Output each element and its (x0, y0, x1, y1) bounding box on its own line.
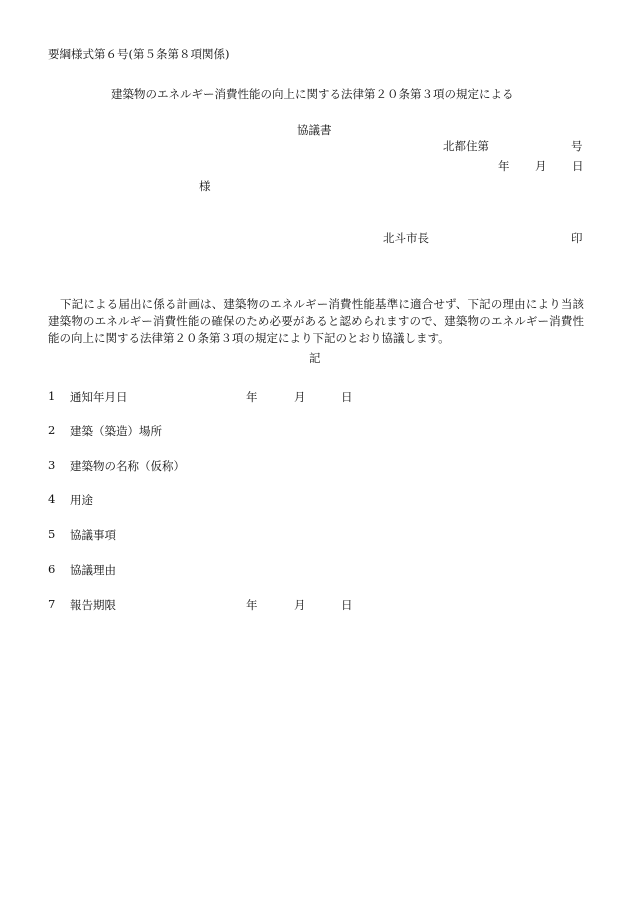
ki-heading: 記 (309, 351, 321, 365)
item-day: 日 (341, 598, 353, 612)
item-number: 5 (48, 527, 56, 541)
item-number: 4 (48, 492, 56, 506)
list-item (48, 492, 448, 506)
item-year: 年 (246, 598, 258, 612)
item-month: 月 (294, 598, 306, 612)
law-subtitle: 建築物のエネルギー消費性能の向上に関する法律第２０条第３項の規定による (111, 87, 514, 101)
item-label: 協議事項 (70, 528, 116, 542)
body-paragraph: 下記による届出に係る計画は、建築物のエネルギー消費性能基準に適合せず、下記の理由により当該建築物のエネルギー消費性能の確保のため必要があると認められますので、建築物のエネルギー消費性能の向上に関する法律第２０条第３項の規定により下記のとおり協議します。 (48, 297, 584, 345)
date-day: 日 (572, 159, 584, 173)
list-item (48, 389, 448, 403)
sender-seal: 印 (571, 231, 583, 245)
item-number: 1 (48, 389, 56, 403)
item-number: 7 (48, 597, 56, 611)
addressee-honorific: 様 (199, 179, 211, 193)
doc-number-prefix: 北都住第 (443, 139, 489, 153)
item-label: 用途 (70, 493, 93, 507)
item-number: 2 (48, 423, 56, 437)
list-item (48, 562, 448, 576)
item-number: 3 (48, 458, 56, 472)
date-month: 月 (535, 159, 547, 173)
document-title: 協議書 (297, 123, 332, 137)
item-label: 報告期限 (70, 598, 116, 612)
item-label: 建築物の名称（仮称） (70, 459, 185, 473)
sender-name: 北斗市長 (383, 231, 429, 245)
item-day: 日 (341, 390, 353, 404)
item-month: 月 (294, 390, 306, 404)
doc-number-suffix: 号 (571, 139, 583, 153)
item-label: 建築（築造）場所 (70, 424, 162, 438)
item-number: 6 (48, 562, 56, 576)
item-label: 協議理由 (70, 563, 116, 577)
list-item (48, 423, 448, 437)
item-label: 通知年月日 (70, 390, 128, 404)
list-item (48, 597, 448, 611)
list-item (48, 458, 448, 472)
form-number: 要綱様式第６号(第５条第８項関係) (48, 47, 230, 61)
item-year: 年 (246, 390, 258, 404)
list-item (48, 527, 448, 541)
date-year: 年 (498, 159, 510, 173)
